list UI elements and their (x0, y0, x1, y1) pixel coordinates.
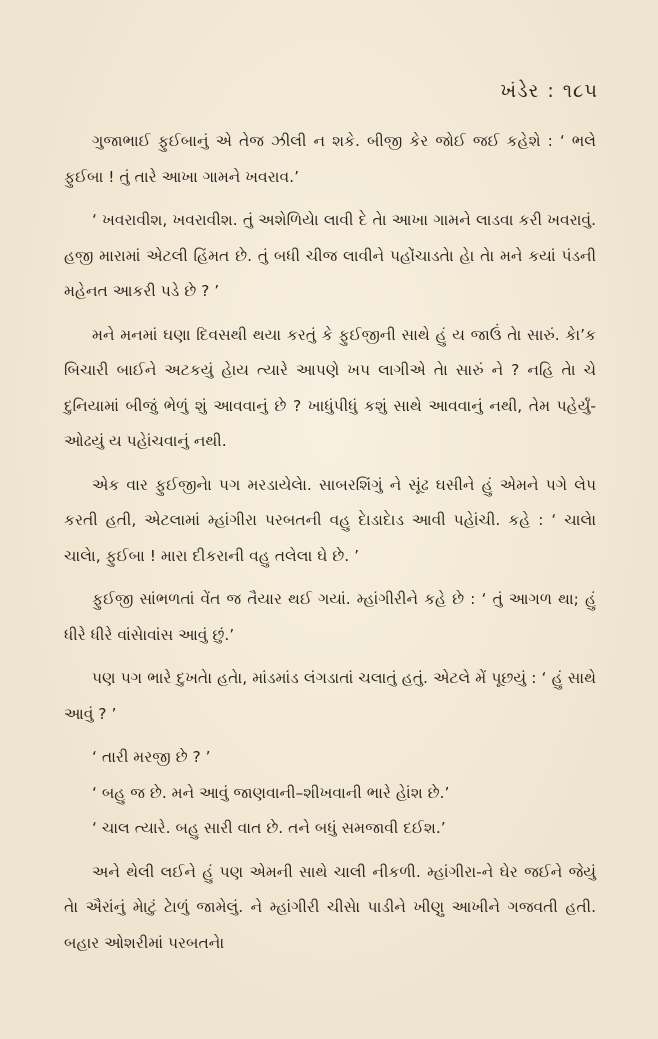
paragraph: ‘ ખવરાવીશ, ખવરાવીશ. તું અશેળિયેા લાવી દે તેા આખા ગામને લાડવા કરી ખવરાવું. હજી મારામાં એટલી હિંમત છે. તું બધી ચીજ લાવીને પહોંચાડતેા હેા તેા મને કયાં પંડની મહેનત આકરી પડે છે ? ’ (64, 211, 596, 300)
body-text (64, 124, 596, 969)
paragraph: ‘ બહુ જ છે. મને આવું જાણવાની–શીખવાની ભારે હેાંશ છે.’ (92, 783, 450, 802)
paragraph: ‘ ચાલ ત્યારે. બહુ સારી વાત છે. તને બધું સમજાવી દઈશ.’ (92, 819, 446, 837)
paragraph: ગુજાભાઈ ફુઈબાનું એ તેજ ઝીલી ન શકે. બીજી કેર જોઈ જઈ કહેશે : ‘ ભલે ફુઈબા ! તું તારે આખા ગામને ખવરાવ.’ (64, 132, 596, 186)
running-header (500, 80, 598, 102)
paragraph: પણ પગ ભારે દુખતેા હતેા, માંડમાંડ લંગડાતાં ચલાતું હતું. એટલે મેં પૂછયું : ‘ હું સાથે આવું ? ’ (64, 669, 596, 723)
paragraph: ફુઈજી સાંભળતાં વેંત જ તૈયાર થઈ ગયાં. મ્હાંગીરીને કહે છે : ‘ તું આગળ થા; હું ધીરે ધીરે વાંસેાવાંસ આવું છું.’ (64, 590, 596, 644)
header-separator: : (547, 80, 555, 102)
paragraph: ‘ તારી મરજી છે ? ’ (92, 748, 211, 766)
paragraph: એક વાર ફુઈજીનેા પગ મરડાયેલેા. સાબરશિંગું ને સૂંઢ ઘસીને હું એમને પગે લેપ કરતી હતી, એટલામાં મ્હાંગીરા પરબતની વહુ દેાડાદેાડ આવી પહેાંચી. કહે : ‘ ચાલેા ચાલેા, ફુઈબા ! મારા દીકરાની વહુ તલેલા ઘે છે. ’ (64, 475, 596, 565)
page-number: ૧૮૫ (562, 80, 598, 102)
paragraph: અને થેલી લઈને હું પણ એમની સાથે ચાલી નીકળી. મ્હાંગીરા-ને ઘેર જઈને જેયું તેા ઐરાંનું મેાટું ટેાળું જામેલું. ને મ્હાંગીરી ચીસેા પાડીને ખીણુ આખીને ગજવતી હતી. બહાર ઓશરીમાં પરબતનેા (64, 862, 596, 952)
section-title: ખંડેર (500, 80, 540, 102)
paragraph: મને મનમાં ઘણા દિવસથી થયા કરતું કે ફુઈજીની સાથે હું ય જાઉં તેા સારું. કેા’ક બિચારી બાઈને અટકયું હેાય ત્યારે આપણે ખપ લાગીએ તેા સારું ને ? નહિ તેા ચે દુનિયામાં બીજું ભેળું શું આવવાનું છે ? ખાધું‌પીધું કશું સાથે આવવાનું નથી, તેમ પહેર્યું-ઓઢયું ય પહેાંચવાનું નથી. (64, 325, 596, 450)
